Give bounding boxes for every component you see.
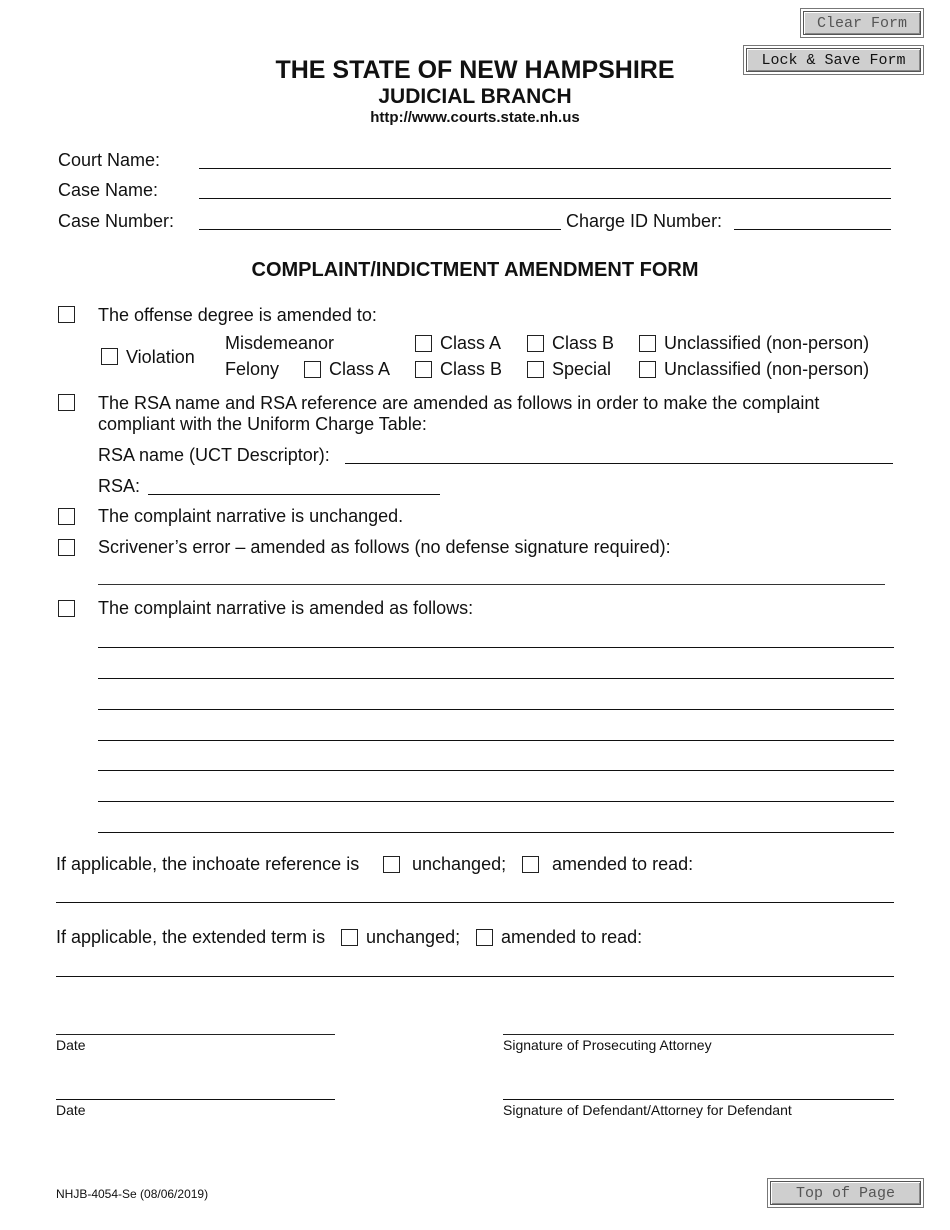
- rsa-amended-checkbox[interactable]: [58, 394, 75, 411]
- rsa-input[interactable]: [148, 494, 440, 495]
- rsa-name-label: RSA name (UCT Descriptor):: [98, 445, 330, 465]
- narrative-line[interactable]: [98, 678, 894, 679]
- court-name-label: Court Name:: [58, 150, 161, 170]
- case-number-input[interactable]: [199, 229, 561, 230]
- felony-special-label: Special: [552, 359, 612, 379]
- clear-form-button[interactable]: Clear Form: [803, 11, 921, 35]
- narrative-line[interactable]: [98, 832, 894, 833]
- prosecutor-signature-label: Signature of Prosecuting Attorney: [503, 1037, 712, 1053]
- extended-term-input[interactable]: [56, 976, 894, 977]
- narrative-line[interactable]: [98, 709, 894, 710]
- rsa-text-line2: compliant with the Uniform Charge Table:: [98, 414, 427, 434]
- narrative-amended-checkbox[interactable]: [58, 600, 75, 617]
- case-name-input[interactable]: [199, 198, 891, 199]
- inchoate-unchanged-label: unchanged;: [412, 854, 507, 874]
- defendant-date-line[interactable]: [56, 1099, 335, 1100]
- court-url: http://www.courts.state.nh.us: [370, 109, 580, 126]
- narrative-unchanged-checkbox[interactable]: [58, 508, 75, 525]
- narrative-line[interactable]: [98, 801, 894, 802]
- felony-unclassified-checkbox[interactable]: [639, 361, 656, 378]
- scrivener-error-input[interactable]: [98, 584, 885, 585]
- extended-amended-label: amended to read:: [501, 927, 643, 947]
- rsa-text-line1: The RSA name and RSA reference are amended as follows in order to make the complaint: [98, 393, 820, 413]
- inchoate-label: If applicable, the inchoate reference is: [56, 854, 360, 874]
- inchoate-unchanged-checkbox[interactable]: [383, 856, 400, 873]
- prosecutor-date-line[interactable]: [56, 1034, 335, 1035]
- narrative-line[interactable]: [98, 740, 894, 741]
- defendant-signature-line[interactable]: [503, 1099, 894, 1100]
- inchoate-amended-checkbox[interactable]: [522, 856, 539, 873]
- inchoate-input[interactable]: [56, 902, 894, 903]
- misdemeanor-class-b-label: Class B: [552, 333, 615, 353]
- form-title: COMPLAINT/INDICTMENT AMENDMENT FORM: [251, 259, 699, 281]
- felony-unclassified-label: Unclassified (non-person): [664, 359, 870, 379]
- scrivener-error-label: Scrivener’s error – amended as follows (no defense signature required):: [98, 537, 671, 557]
- case-name-label: Case Name:: [58, 180, 159, 200]
- misdemeanor-unclassified-checkbox[interactable]: [639, 335, 656, 352]
- defendant-date-label: Date: [56, 1102, 86, 1118]
- felony-class-b-checkbox[interactable]: [415, 361, 432, 378]
- court-name-input[interactable]: [199, 168, 891, 169]
- misdemeanor-unclassified-label: Unclassified (non-person): [664, 333, 870, 353]
- scrivener-error-checkbox[interactable]: [58, 539, 75, 556]
- charge-id-input[interactable]: [734, 229, 891, 230]
- extended-term-label: If applicable, the extended term is: [56, 927, 326, 947]
- narrative-line[interactable]: [98, 647, 894, 648]
- felony-class-a-label: Class A: [329, 359, 391, 379]
- state-title: THE STATE OF NEW HAMPSHIRE: [275, 56, 675, 84]
- felony-class-a-checkbox[interactable]: [304, 361, 321, 378]
- lock-save-button[interactable]: Lock & Save Form: [746, 48, 921, 72]
- narrative-line[interactable]: [98, 770, 894, 771]
- rsa-name-input[interactable]: [345, 463, 893, 464]
- narrative-amended-label: The complaint narrative is amended as follows:: [98, 598, 474, 618]
- narrative-unchanged-label: The complaint narrative is unchanged.: [98, 506, 404, 526]
- extended-unchanged-label: unchanged;: [366, 927, 461, 947]
- offense-degree-label: The offense degree is amended to:: [98, 305, 377, 325]
- inchoate-amended-label: amended to read:: [552, 854, 694, 874]
- misdemeanor-class-a-label: Class A: [440, 333, 502, 353]
- felony-special-checkbox[interactable]: [527, 361, 544, 378]
- prosecutor-signature-line[interactable]: [503, 1034, 894, 1035]
- felony-label: Felony: [225, 359, 280, 379]
- felony-class-b-label: Class B: [440, 359, 503, 379]
- defendant-signature-label: Signature of Defendant/Attorney for Defendant: [503, 1102, 792, 1118]
- violation-checkbox[interactable]: [101, 348, 118, 365]
- violation-label: Violation: [126, 347, 195, 367]
- misdemeanor-label: Misdemeanor: [225, 333, 335, 353]
- offense-degree-checkbox[interactable]: [58, 306, 75, 323]
- form-id: NHJB-4054-Se (08/06/2019): [56, 1187, 209, 1201]
- rsa-label: RSA:: [98, 476, 141, 496]
- case-number-label: Case Number:: [58, 211, 175, 231]
- prosecutor-date-label: Date: [56, 1037, 86, 1053]
- charge-id-label: Charge ID Number:: [566, 211, 723, 231]
- extended-amended-checkbox[interactable]: [476, 929, 493, 946]
- top-of-page-button[interactable]: Top of Page: [770, 1181, 921, 1205]
- misdemeanor-class-a-checkbox[interactable]: [415, 335, 432, 352]
- extended-unchanged-checkbox[interactable]: [341, 929, 358, 946]
- branch-title: JUDICIAL BRANCH: [378, 85, 572, 108]
- misdemeanor-class-b-checkbox[interactable]: [527, 335, 544, 352]
